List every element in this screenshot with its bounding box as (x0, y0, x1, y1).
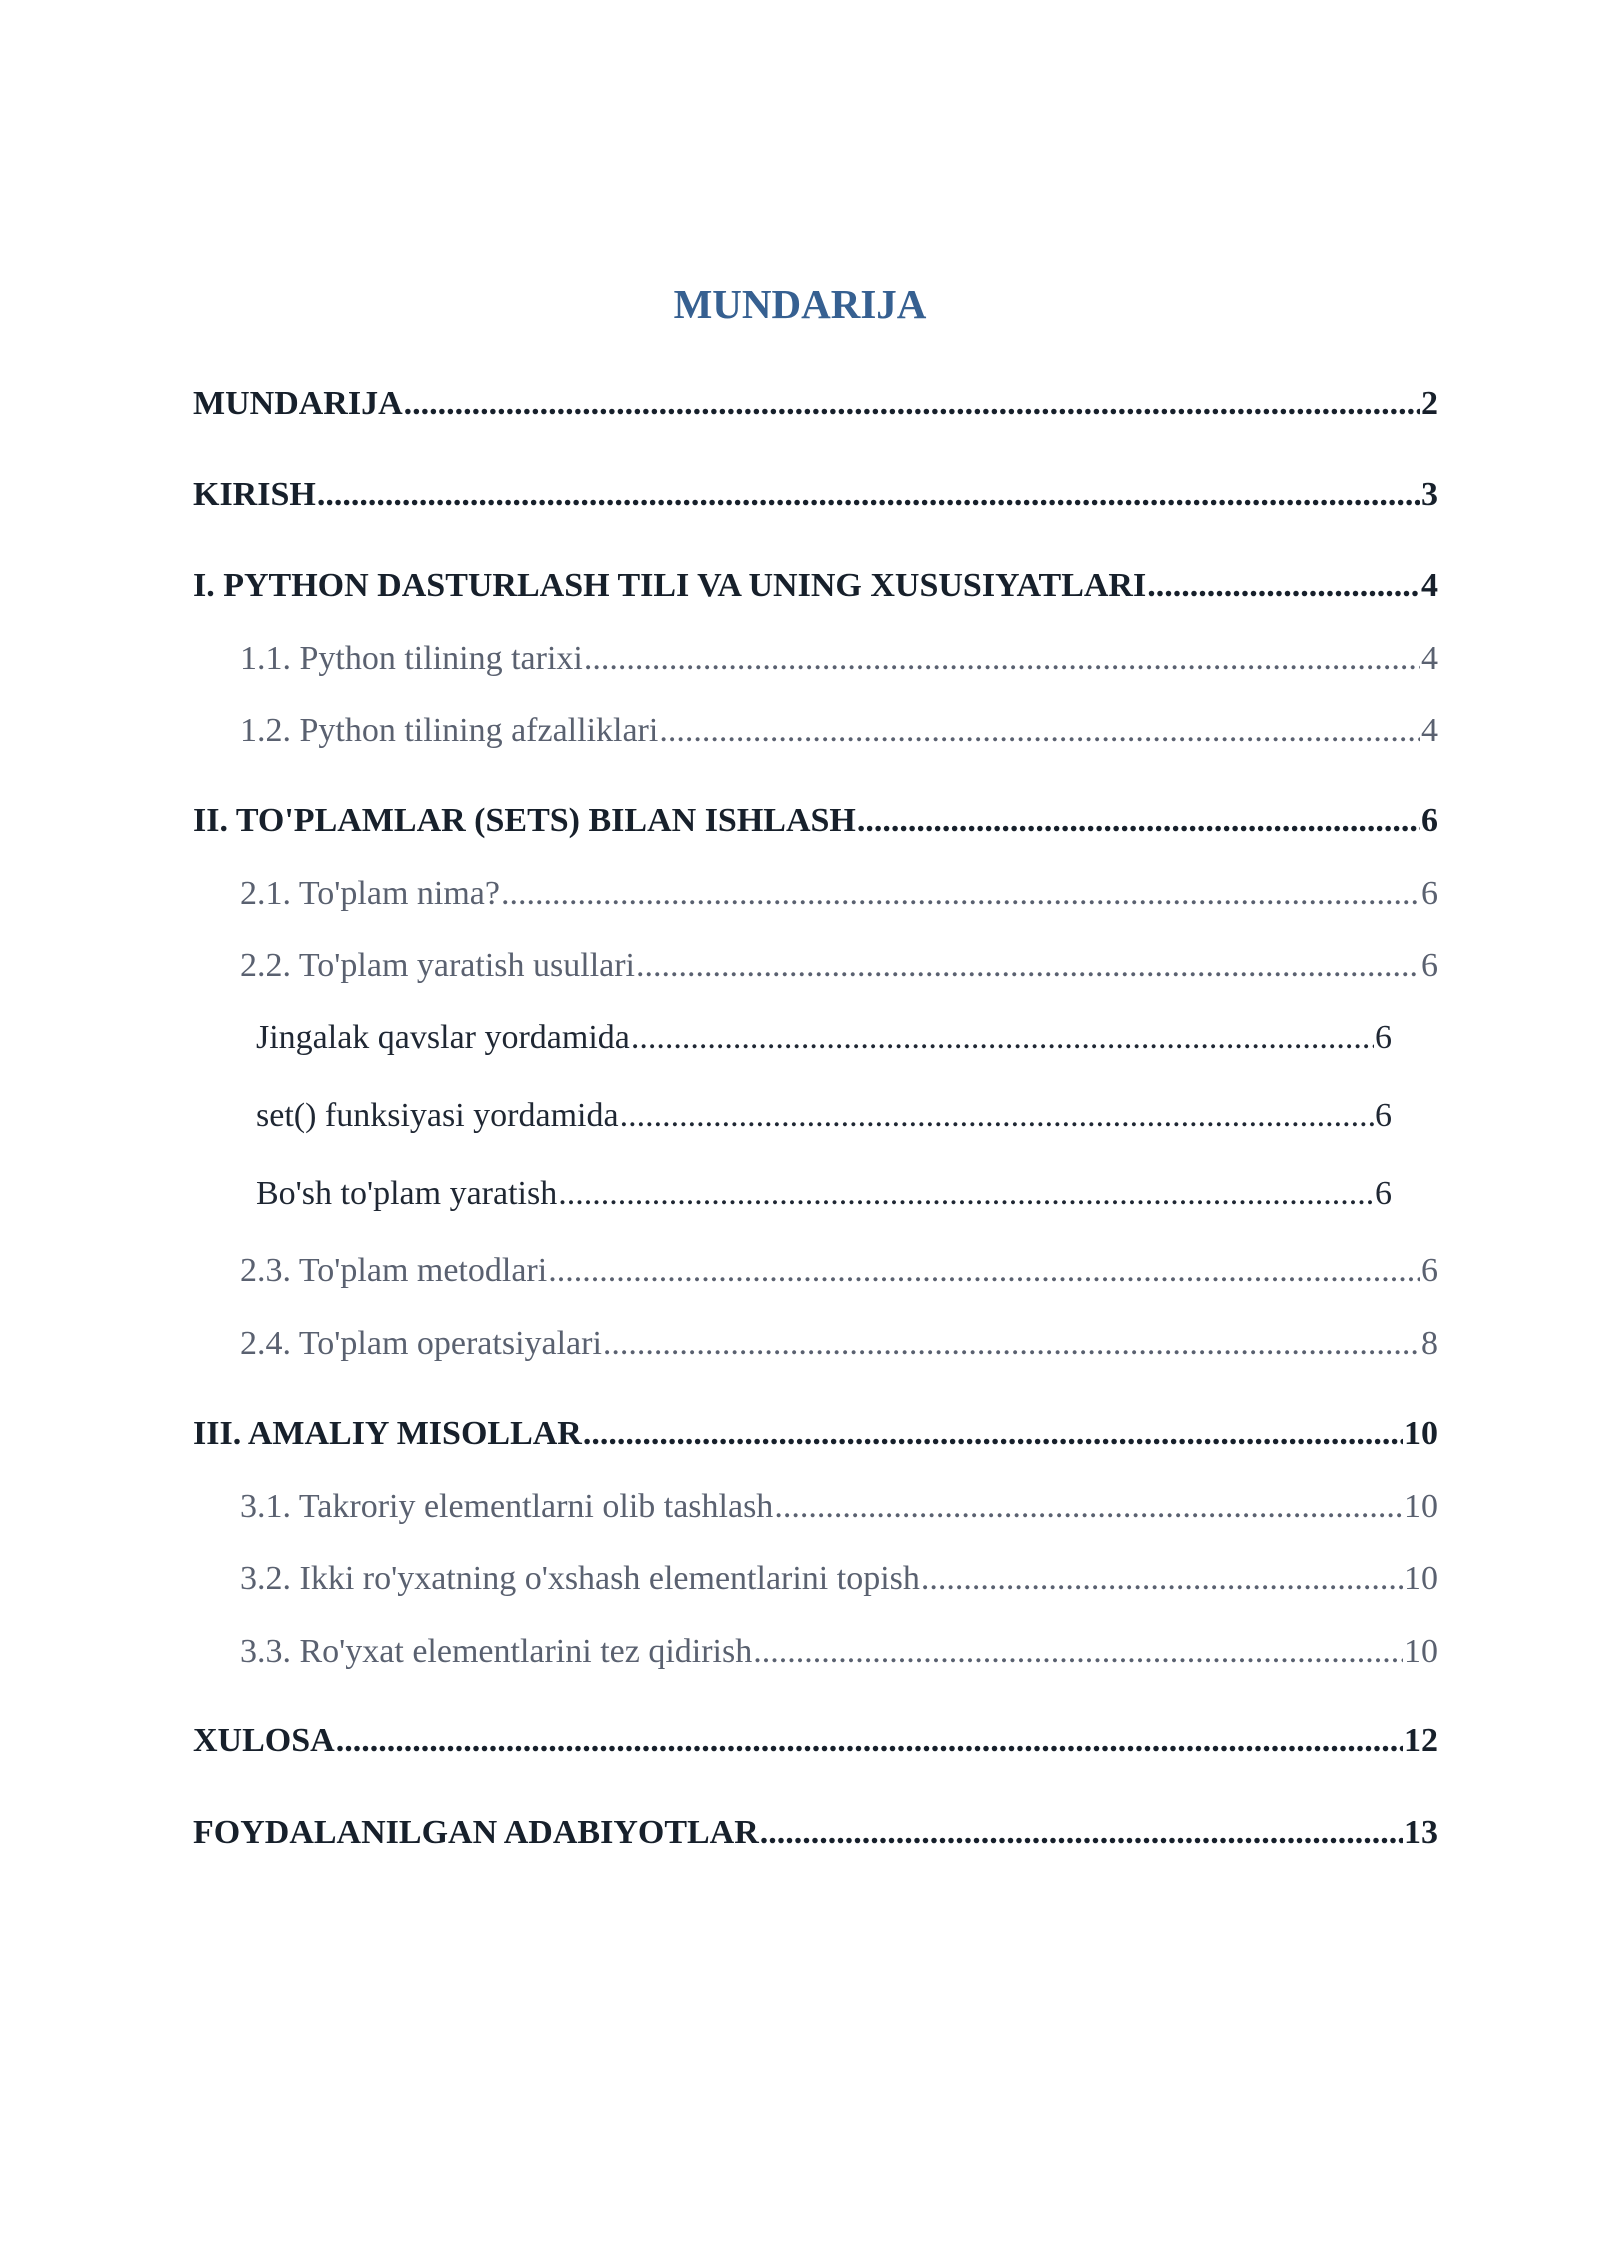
toc-page-number: 6 (1375, 1019, 1392, 1056)
dot-leader (583, 1410, 1403, 1458)
toc-page-number: 2 (1421, 385, 1438, 422)
toc-page-number: 10 (1404, 1560, 1438, 1597)
toc-title: MUNDARIJA (673, 281, 927, 327)
dot-leader (760, 1809, 1403, 1857)
dot-leader (659, 707, 1420, 755)
dot-leader (857, 797, 1420, 845)
toc-entry-label: 1.1. Python tilining tarixi (240, 640, 583, 677)
toc-entry-chapter-2[interactable] (193, 797, 1438, 845)
dot-leader (317, 471, 1420, 519)
toc-entry-2-2[interactable] (240, 942, 1438, 990)
toc-page-number: 6 (1375, 1175, 1392, 1212)
toc-entry-label: III. AMALIY MISOLLAR (193, 1415, 582, 1452)
toc-entry-chapter-1[interactable] (193, 562, 1438, 610)
dot-leader (584, 635, 1420, 683)
toc-page-number: 12 (1404, 1722, 1438, 1759)
dot-leader (631, 1014, 1374, 1062)
toc-entry-label: 3.3. Ro'yxat elementlarini tez qidirish (240, 1633, 753, 1670)
dot-leader (774, 1483, 1403, 1531)
dot-leader (636, 942, 1420, 990)
toc-page-number: 3 (1421, 476, 1438, 513)
toc-page-number: 13 (1404, 1814, 1438, 1851)
toc-page-number: 6 (1421, 1252, 1438, 1289)
toc-entry-label: set() funksiyasi yordamida (256, 1097, 619, 1134)
toc-entry-2-1[interactable] (240, 870, 1438, 918)
toc-entry-3-1[interactable] (240, 1483, 1438, 1531)
toc-page-number: 6 (1375, 1097, 1392, 1134)
toc-entry-label: 2.3. To'plam metodlari (240, 1252, 548, 1289)
toc-entry-2-2-c[interactable] (256, 1170, 1392, 1218)
toc-entry-label: I. PYTHON DASTURLASH TILI VA UNING XUSUSIYATLARI (193, 567, 1147, 604)
dot-leader (501, 870, 1420, 918)
dot-leader (921, 1555, 1403, 1603)
toc-entry-label: 3.2. Ikki ro'yxatning o'xshash elementlarini topish (240, 1560, 920, 1597)
toc-entry-2-2-b[interactable] (256, 1092, 1392, 1140)
dot-leader (404, 380, 1420, 428)
dot-leader (753, 1628, 1403, 1676)
toc-entry-adabiyotlar[interactable] (193, 1809, 1438, 1857)
toc-page-number: 6 (1421, 947, 1438, 984)
toc-page-number: 4 (1421, 640, 1438, 677)
toc-entry-2-2-a[interactable] (256, 1014, 1392, 1062)
toc-page-number: 10 (1404, 1633, 1438, 1670)
toc-entry-label: Bo'sh to'plam yaratish (256, 1175, 558, 1212)
dot-leader (620, 1092, 1374, 1140)
toc-entry-3-3[interactable] (240, 1628, 1438, 1676)
toc-page-number: 10 (1404, 1415, 1438, 1452)
dot-leader (548, 1247, 1420, 1295)
toc-page-number: 4 (1421, 567, 1438, 604)
toc-entry-label: XULOSA (193, 1722, 335, 1759)
toc-entry-mundarija[interactable] (193, 380, 1438, 428)
toc-page-number: 10 (1404, 1488, 1438, 1525)
toc-entry-label: 1.2. Python tilining afzalliklari (240, 712, 659, 749)
toc-entry-label: FOYDALANILGAN ADABIYOTLAR (193, 1814, 759, 1851)
dot-leader (558, 1170, 1374, 1218)
toc-entry-xulosa[interactable] (193, 1717, 1438, 1765)
toc-entry-1-2[interactable] (240, 707, 1438, 755)
toc-entry-chapter-3[interactable] (193, 1410, 1438, 1458)
toc-page-number: 6 (1421, 875, 1438, 912)
toc-entry-label: 2.2. To'plam yaratish usullari (240, 947, 636, 984)
toc-page-number: 8 (1421, 1325, 1438, 1362)
dot-leader (336, 1717, 1403, 1765)
toc-entry-label: 3.1. Takroriy elementlarni olib tashlash (240, 1488, 774, 1525)
toc-entry-label: Jingalak qavslar yordamida (256, 1019, 630, 1056)
toc-entry-1-1[interactable] (240, 635, 1438, 683)
toc-entry-label: MUNDARIJA (193, 385, 403, 422)
toc-page-number: 4 (1421, 712, 1438, 749)
dot-leader (603, 1320, 1420, 1368)
toc-entry-label: KIRISH (193, 476, 316, 513)
toc-entry-label: 2.1. To'plam nima? (240, 875, 500, 912)
toc-entry-2-4[interactable] (240, 1320, 1438, 1368)
toc-entry-label: II. TO'PLAMLAR (SETS) BILAN ISHLASH (193, 802, 856, 839)
toc-entry-3-2[interactable] (240, 1555, 1438, 1603)
toc-entry-2-3[interactable] (240, 1247, 1438, 1295)
toc-entry-label: 2.4. To'plam operatsiyalari (240, 1325, 602, 1362)
toc-entry-kirish[interactable] (193, 471, 1438, 519)
toc-page-number: 6 (1421, 802, 1438, 839)
dot-leader (1147, 562, 1420, 610)
